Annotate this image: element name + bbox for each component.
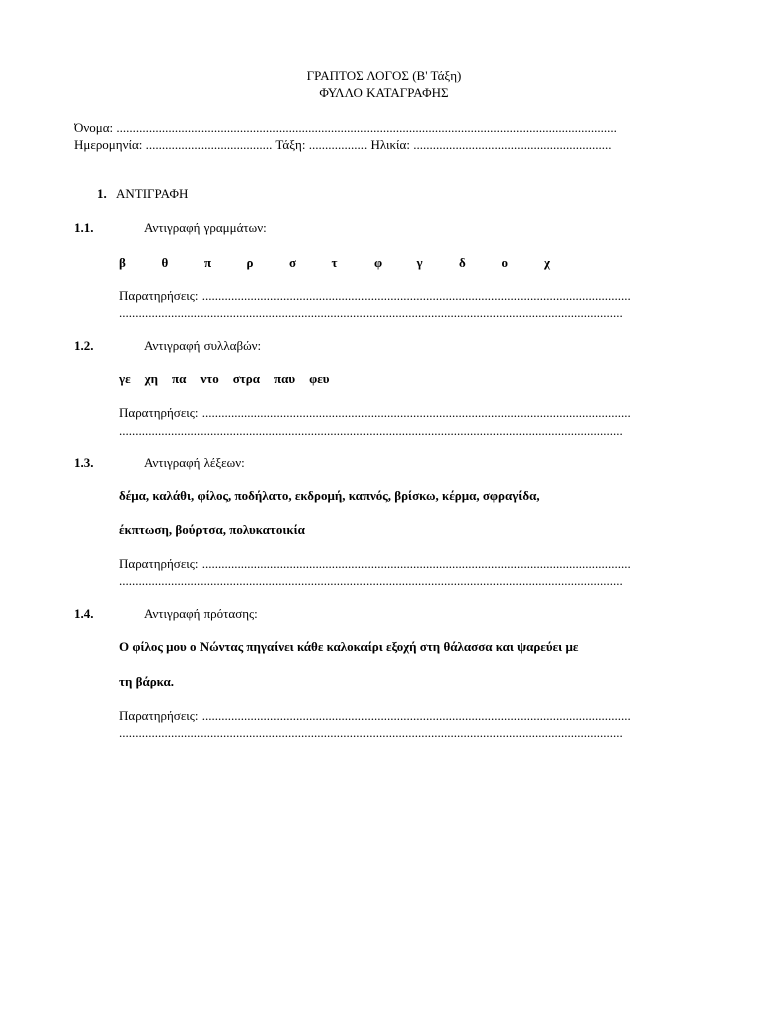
syllable: γε (119, 371, 131, 386)
letter: δ (459, 255, 466, 270)
letter: π (204, 255, 212, 270)
letters-row (119, 255, 587, 271)
item-number-1-2: 1.2. (74, 338, 94, 353)
remarks-dots: .................................................................................................................................... (201, 405, 631, 420)
section-heading (97, 186, 188, 202)
letter: χ (544, 255, 551, 270)
letter: φ (374, 255, 383, 270)
sentence-line2: τη βάρκα. (119, 674, 175, 689)
date-dots[interactable]: ....................................... (145, 137, 273, 152)
class-dots[interactable]: .................. (308, 137, 368, 152)
syllable: παυ (274, 371, 296, 386)
remarks-1-1-line2[interactable]: ........................................................................................................................................................... (119, 305, 623, 320)
syllable: στρα (232, 371, 261, 386)
syllable: ντο (200, 371, 219, 386)
letter: β (119, 255, 126, 270)
name-field[interactable] (74, 120, 694, 136)
remarks-label: Παρατηρήσεις: (119, 556, 199, 571)
remarks-1-3-line2[interactable]: ........................................................................................................................................................... (119, 573, 623, 588)
date-class-age-row (74, 137, 694, 153)
remarks-1-4-line2[interactable]: ........................................................................................................................................................... (119, 725, 623, 740)
letter: θ (161, 255, 169, 270)
item-number-1-3: 1.3. (74, 455, 94, 470)
syllable: χη (144, 371, 159, 386)
item-title-1-2: Αντιγραφή συλλαβών: (144, 338, 262, 353)
class-label: Τάξη: (275, 137, 306, 152)
remarks-1-4-line1[interactable] (119, 708, 694, 724)
item-title-1-4: Αντιγραφή πρότασης: (144, 606, 258, 621)
remarks-1-3-line1[interactable] (119, 556, 694, 572)
remarks-1-2-line1[interactable] (119, 405, 694, 421)
item-title-1-1: Αντιγραφή γραμμάτων: (144, 220, 267, 235)
letter: σ (289, 255, 297, 270)
remarks-dots: .................................................................................................................................... (201, 288, 631, 303)
remarks-label: Παρατηρήσεις: (119, 288, 199, 303)
section-title: ΑΝΤΙΓΡΑΦΗ (116, 186, 189, 201)
remarks-1-1-line1[interactable] (119, 288, 694, 304)
page-subtitle: ΦΥΛΛΟ ΚΑΤΑΓΡΑΦΗΣ (319, 85, 449, 100)
sentence-line1: Ο φίλος μου ο Νώντας πηγαίνει κάθε καλοκαίρι εξοχή στη θάλασσα και ψαρεύει με (119, 639, 579, 654)
item-number-1-1: 1.1. (74, 220, 94, 235)
remarks-dots: .................................................................................................................................... (201, 708, 631, 723)
date-label: Ημερομηνία: (74, 137, 143, 152)
remarks-label: Παρατηρήσεις: (119, 405, 199, 420)
syllables-row (119, 371, 344, 387)
name-label: Όνομα: (74, 120, 114, 135)
age-label: Ηλικία: (370, 137, 410, 152)
words-line1: δέμα, καλάθι, φίλος, ποδήλατο, εκδρομή, καπνός, βρίσκω, κέρμα, σφραγίδα, (119, 488, 540, 503)
syllable: πα (172, 371, 187, 386)
letter: τ (331, 255, 338, 270)
section-number: 1. (97, 186, 107, 201)
item-number-1-4: 1.4. (74, 606, 94, 621)
name-dots: .......................................................................................................................................................... (116, 120, 617, 135)
remarks-1-2-line2[interactable]: ........................................................................................................................................................... (119, 423, 623, 438)
syllable: φευ (309, 371, 330, 386)
letter: γ (416, 255, 423, 270)
words-line2: έκπτωση, βούρτσα, πολυκατοικία (119, 522, 305, 537)
remarks-dots: .................................................................................................................................... (201, 556, 631, 571)
letter: ο (501, 255, 508, 270)
item-title-1-3: Αντιγραφή λέξεων: (144, 455, 245, 470)
age-dots[interactable]: ............................................................. (413, 137, 612, 152)
page-title: ΓΡΑΠΤΟΣ ΛΟΓΟΣ (Β' Τάξη) (306, 68, 462, 83)
remarks-label: Παρατηρήσεις: (119, 708, 199, 723)
letter: ρ (246, 255, 254, 270)
